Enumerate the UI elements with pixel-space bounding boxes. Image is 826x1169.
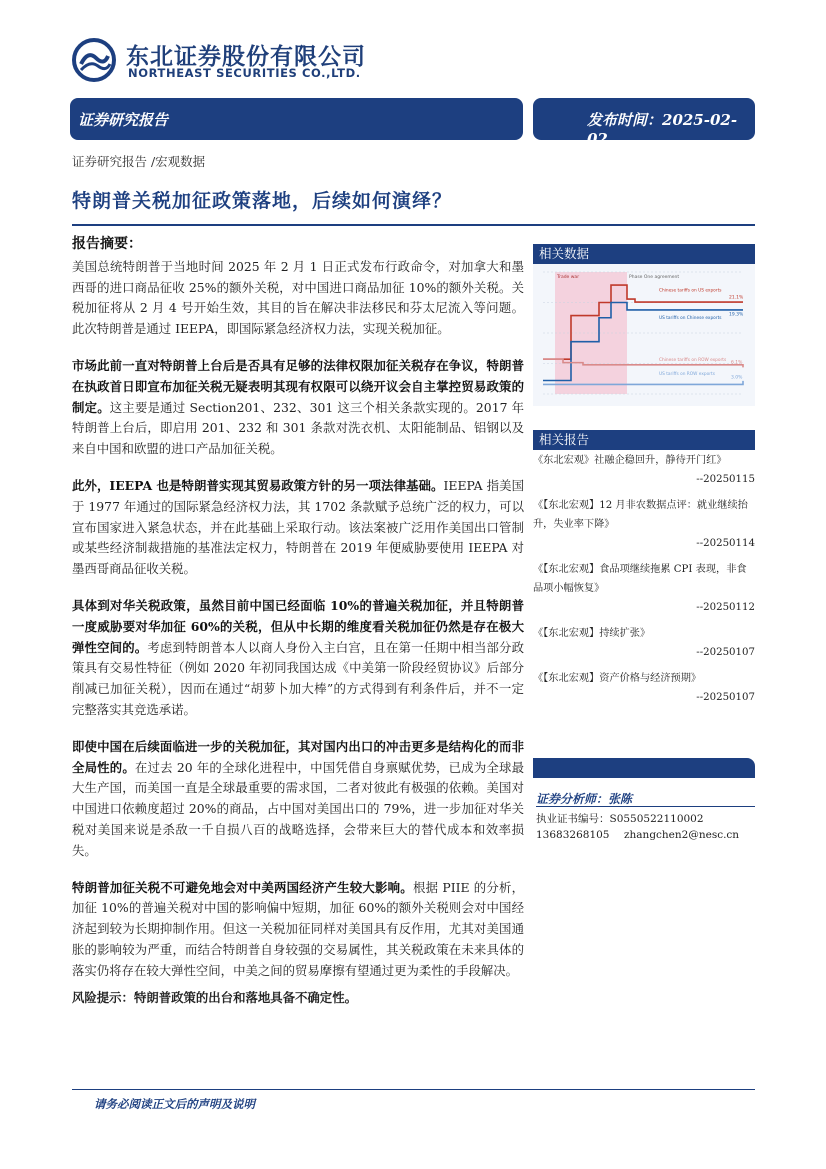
report-title[interactable]: 《【东北宏观】资产价格与经济预期》 (533, 673, 702, 684)
para-bold: 具体到对华关税政策，虽然目前中国已经面临 10%的普遍关税加征，并且特朗普一度威胁要对华加征 60%的关税，但从中长期的维度看关税加征仍然是存在极大弹性空间的。 (72, 597, 524, 655)
related-reports-header: 相关报告 (533, 430, 755, 450)
summary-paragraph (72, 257, 524, 340)
report-item[interactable] (533, 560, 755, 617)
para-text: 根据 PIIE 的分析，加征 10%的普遍关税对中国的影响偏中短期，加征 60%的额外关税则会对中国经济起到较为长期抑制作用。但这一关税加征同样对美国具有反作用，尤其对美国通胀的影响较为严重，而结合特朗普自身较强的交易属性，其关税政策在未来具体的落实仍将存在较大弹性空间，中美之间的贸易摩擦有望通过更为柔性的手段解决。 (72, 879, 524, 978)
summary-paragraph (72, 878, 524, 982)
summary-heading: 报告摘要： (72, 236, 142, 252)
para-bold: 此外，IEEPA 也是特朗普实现其贸易政策方针的另一项法律基础。 (72, 477, 444, 493)
page-title: 特朗普关税加征政策落地，后续如何演绎？ (72, 190, 453, 212)
report-item[interactable] (533, 669, 755, 707)
summary-section (72, 234, 524, 1024)
risk-warning: 风险提示：特朗普政策的出台和落地具备不确定性。 (72, 989, 357, 1005)
summary-paragraph (72, 737, 524, 862)
trade-war-label: Trade war (557, 275, 580, 280)
title-divider (72, 224, 755, 226)
value-label-2: 19.3% (729, 312, 744, 318)
related-data-chart (533, 264, 755, 406)
phase-one-label: Phase One agreement (629, 275, 680, 280)
report-type-banner (70, 98, 523, 140)
report-title[interactable]: 《东北宏观》社融企稳回升，静待开门红》 (533, 455, 727, 466)
footer-disclaimer: 请务必阅读正文后的声明及说明 (94, 1097, 255, 1111)
analyst-banner (533, 758, 755, 778)
company-name-cn: 东北证券股份有限公司 (126, 44, 366, 70)
analyst-license: 执业证书编号：S0550522110002 (536, 813, 704, 825)
series-label-2: US tariffs on Chinese exports (659, 316, 722, 322)
report-date: --20250114 (696, 538, 755, 549)
tariff-chart (533, 264, 755, 406)
report-item[interactable] (533, 624, 755, 662)
report-title[interactable]: 《【东北宏观】食品项继续拖累 CPI 表现，非食品项小幅恢复》 (533, 564, 747, 594)
report-item[interactable] (533, 451, 755, 489)
analyst-phone: 13683268105 (536, 829, 610, 841)
analyst-divider (536, 806, 755, 807)
series-label-4: US tariffs on ROW exports (659, 371, 715, 377)
para-text: 考虑到特朗普本人以商人身份入主白宫，且在第一任期中相当部分政策具有交易性特征（例如 2020 年初同我国达成《中美第一阶段经贸协议》后部分削减已加征关税），因而在通过“胡萝卜加大棒”的方式得到有利条件后，并不一定完整落实其竞选承诺。 (72, 639, 525, 717)
related-reports-list (533, 451, 755, 714)
report-type-label: 证券研究报告 (78, 111, 169, 129)
value-label-3: 6.1% (731, 360, 743, 366)
report-date: --20250107 (696, 647, 755, 658)
series-label-1: Chinese tariffs on US exports (659, 288, 722, 294)
summary-paragraph (72, 476, 524, 580)
para-bold: 市场此前一直对特朗普上台后是否具有足够的法律权限加征关税存在争议，特朗普在执政首日即宣布加征关税无疑表明其现有权限可以绕开议会自主掌控贸易政策的制定。 (72, 357, 524, 415)
publish-date-label: 发布时间：2025-02-02 (587, 111, 738, 148)
analyst-email[interactable]: zhangchen2@nesc.cn (624, 829, 740, 841)
report-title[interactable]: 《【东北宏观】持续扩张》 (533, 628, 651, 639)
para-text: IEEPA 指美国于 1977 年通过的国际紧急经济权力法，其 1702 条款赋予总统广泛的权力，可以宣布国家进入紧急状态，并在此基础上采取行动。该法案被广泛用作美国出口管制或某些经济制裁措施的基准法定权力，特朗普在 2019 年便威胁要使用 IEEPA 对墨西哥商品征收关税。 (72, 477, 524, 577)
value-label-4: 3.0% (731, 375, 743, 381)
para-bold: 特朗普加征关税不可避免地会对中美两国经济产生较大影响。 (72, 879, 413, 895)
report-date: --20250112 (696, 602, 755, 613)
footer-divider (72, 1089, 755, 1090)
report-date: --20250115 (696, 474, 755, 485)
company-logo-icon (72, 38, 116, 82)
summary-paragraph (72, 356, 524, 460)
report-date: --20250107 (696, 692, 755, 703)
value-label-1: 21.1% (729, 295, 744, 301)
summary-paragraph (72, 596, 524, 721)
breadcrumb: 证券研究报告 /宏观数据 (72, 154, 206, 169)
report-item[interactable] (533, 496, 755, 553)
para-bold: 即使中国在后续面临进一步的关税加征，其对国内出口的冲击更多是结构化的而非全局性的。 (72, 738, 524, 775)
para-text: 在过去 20 年的全球化进程中，中国凭借自身禀赋优势，已成为全球最大生产国，而美国一直是全球最重要的需求国，二者对彼此有极强的依赖。美国对中国进口依赖度超过 20%的商品，占中国对美国出口的 79%，进一步加征对华关税对美国来说是杀敌一千自损八百的战略选择，会带来巨大的替代成本和效率损失。 (72, 759, 524, 858)
company-name-en: NORTHEAST SECURITIES CO.,LTD. (128, 66, 361, 80)
series-label-3: Chinese tariffs on ROW exports (659, 357, 727, 363)
publish-date-banner (533, 98, 755, 148)
analyst-name: 证券分析师：张陈 (536, 792, 633, 806)
related-data-header: 相关数据 (533, 244, 755, 264)
report-title[interactable]: 《【东北宏观】12 月非农数据点评：就业继续抬升，失业率下降》 (533, 500, 748, 530)
para-text: 美国总统特朗普于当地时间 2025 年 2 月 1 日正式发布行政命令，对加拿大和墨西哥的进口商品征收 25%的额外关税，对中国进口商品加征 10%的额外关税。关税加征将从 2 月 4 号开始生效，其目的旨在解决非法移民和芬太尼流入等问题。此次特朗普是通过 IEEPA，即国际紧急经济权力法，实现关税加征。 (72, 258, 524, 337)
para-text: 这主要是通过 Section201、232、301 这三个相关条款实现的。2017 年特朗普上台后，即启用 201、232 和 301 条款对洗衣机、太阳能制品、铝钢以及来自中国和欧盟的进口产品加征关税。 (72, 399, 524, 457)
